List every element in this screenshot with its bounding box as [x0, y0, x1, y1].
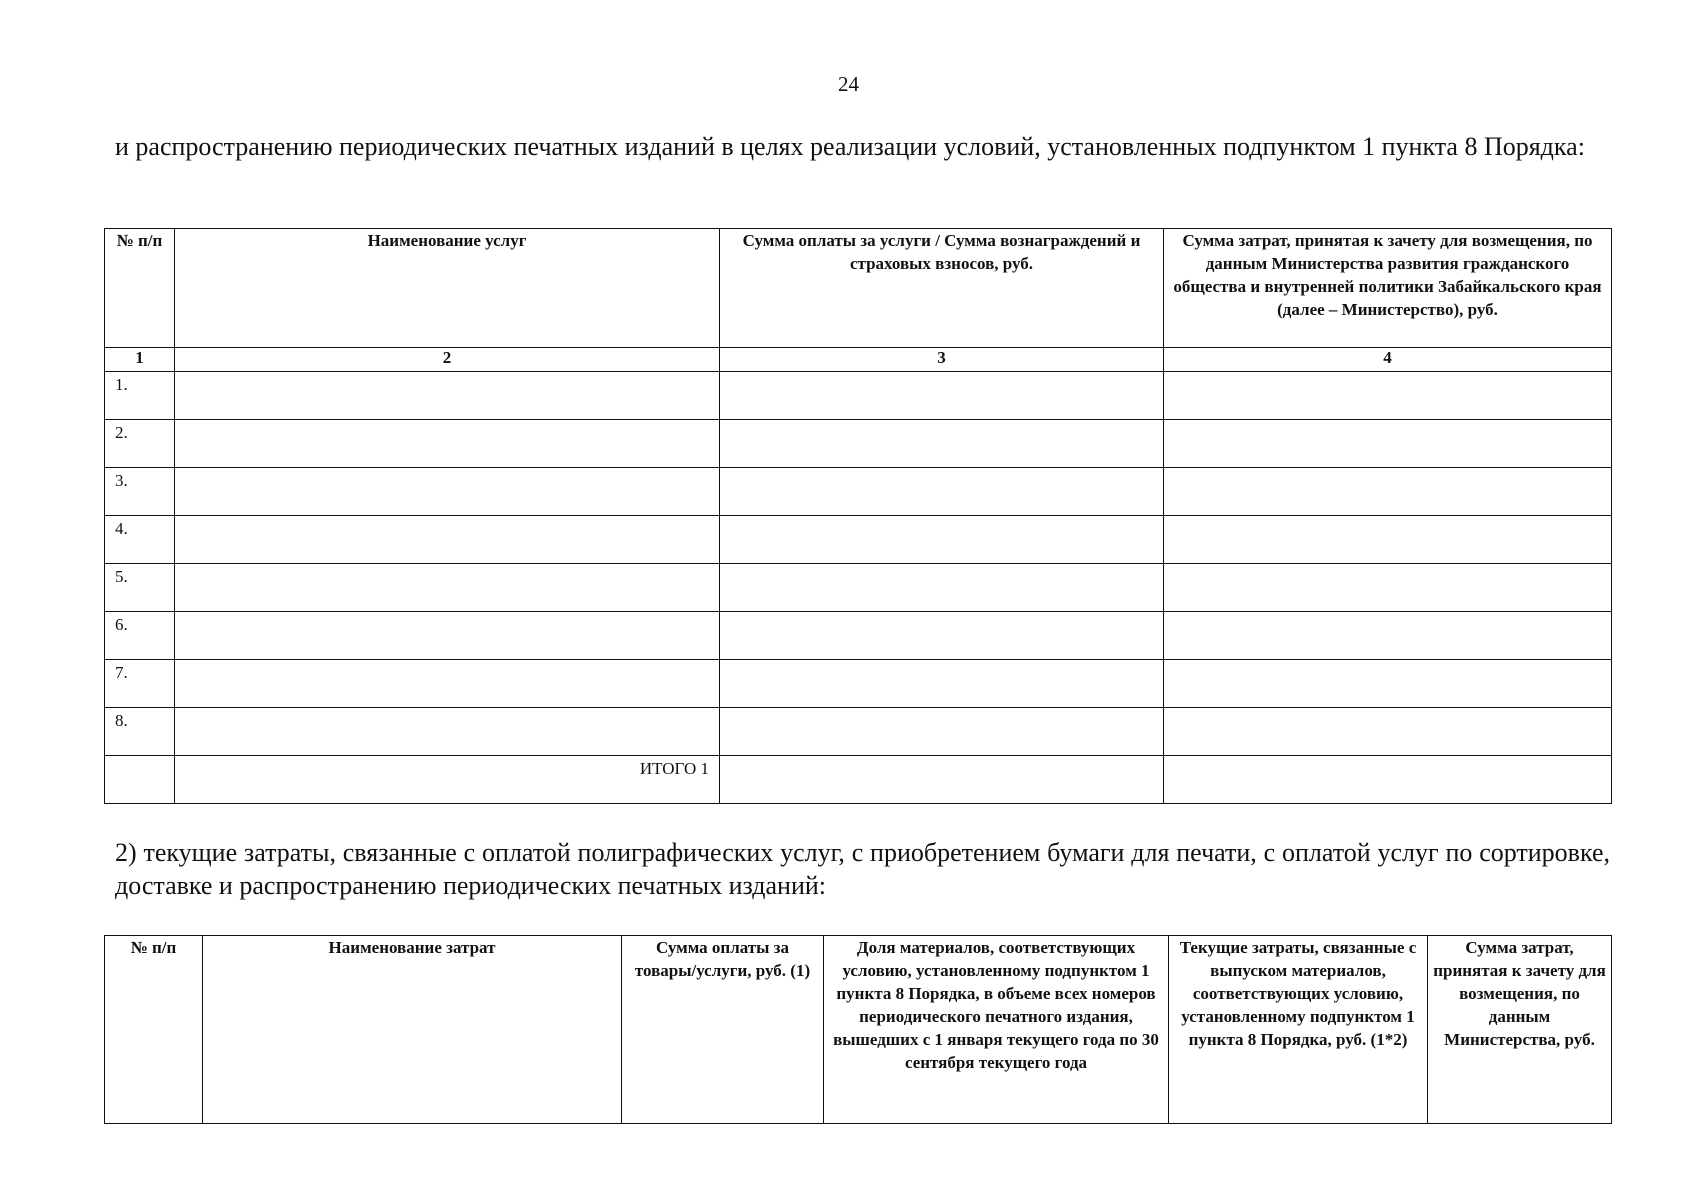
accepted-sum-cell — [1164, 708, 1612, 756]
header-payment-sum: Сумма оплаты за услуги / Сумма вознаграждений и страховых взносов, руб. — [720, 229, 1164, 348]
table-row — [105, 612, 1612, 660]
services-table — [104, 228, 1612, 804]
payment-sum-cell — [720, 372, 1164, 420]
service-name-cell — [175, 516, 720, 564]
current-costs-table — [104, 935, 1612, 1124]
table-row — [105, 708, 1612, 756]
table-row — [105, 468, 1612, 516]
accepted-sum-cell — [1164, 372, 1612, 420]
table-row — [105, 420, 1612, 468]
payment-sum-cell — [720, 420, 1164, 468]
service-name-cell — [175, 660, 720, 708]
table-header-row — [105, 936, 1612, 1124]
header-service-name: Наименование услуг — [175, 229, 720, 348]
payment-sum-cell — [720, 612, 1164, 660]
accepted-sum-cell — [1164, 564, 1612, 612]
row-number: 3. — [105, 468, 175, 516]
table-header-row — [105, 229, 1612, 348]
intro-paragraph: и распространению периодических печатных изданий в целях реализации условий, установленных подпунктом 1 пункта 8 Порядка: — [115, 132, 1585, 161]
service-name-cell — [175, 420, 720, 468]
total-label: ИТОГО 1 — [175, 756, 720, 804]
row-number: 1. — [105, 372, 175, 420]
service-name-cell — [175, 372, 720, 420]
header-row-number: № п/п — [105, 936, 203, 1124]
total-row-number-cell — [105, 756, 175, 804]
payment-sum-cell — [720, 708, 1164, 756]
header-payment-sum: Сумма оплаты за товары/услуги, руб. (1) — [622, 936, 824, 1124]
service-name-cell — [175, 612, 720, 660]
payment-sum-cell — [720, 468, 1164, 516]
row-number: 6. — [105, 612, 175, 660]
row-number: 4. — [105, 516, 175, 564]
accepted-sum-cell — [1164, 468, 1612, 516]
accepted-sum-cell — [1164, 420, 1612, 468]
payment-sum-cell — [720, 516, 1164, 564]
total-accepted-sum-cell — [1164, 756, 1612, 804]
accepted-sum-cell — [1164, 516, 1612, 564]
header-materials-share: Доля материалов, соответствующих условию, установленному подпунктом 1 пункта 8 Порядка, в объеме всех номеров периодического печатного издания, вышедших с 1 января текущего года по 30 сентября текущего года — [824, 936, 1169, 1124]
service-name-cell — [175, 468, 720, 516]
column-number: 1 — [105, 348, 175, 372]
header-accepted-sum: Сумма затрат, принятая к зачету для возмещения, по данным Министерства, руб. — [1428, 936, 1612, 1124]
current-costs-paragraph: 2) текущие затраты, связанные с оплатой полиграфических услуг, с приобретением бумаги для печати, с оплатой услуг по сортировке, доставке и распространению периодических печатных изданий: — [115, 838, 1610, 900]
table-row — [105, 372, 1612, 420]
row-number: 8. — [105, 708, 175, 756]
total-payment-sum-cell — [720, 756, 1164, 804]
header-row-number: № п/п — [105, 229, 175, 348]
column-number: 4 — [1164, 348, 1612, 372]
row-number: 7. — [105, 660, 175, 708]
column-number: 3 — [720, 348, 1164, 372]
service-name-cell — [175, 708, 720, 756]
column-number-row — [105, 348, 1612, 372]
total-row — [105, 756, 1612, 804]
payment-sum-cell — [720, 564, 1164, 612]
row-number: 5. — [105, 564, 175, 612]
header-current-costs: Текущие затраты, связанные с выпуском материалов, соответствующих условию, установленному подпунктом 1 пункта 8 Порядка, руб. (1*2) — [1169, 936, 1428, 1124]
header-accepted-sum: Сумма затрат, принятая к зачету для возмещения, по данным Министерства развития гражданского общества и внутренней политики Забайкальского края (далее – Министерство), руб. — [1164, 229, 1612, 348]
service-name-cell — [175, 564, 720, 612]
header-cost-name: Наименование затрат — [203, 936, 622, 1124]
row-number: 2. — [105, 420, 175, 468]
accepted-sum-cell — [1164, 612, 1612, 660]
column-number: 2 — [175, 348, 720, 372]
accepted-sum-cell — [1164, 660, 1612, 708]
table-row — [105, 660, 1612, 708]
payment-sum-cell — [720, 660, 1164, 708]
table-row — [105, 516, 1612, 564]
page-number: 24 — [838, 72, 859, 96]
table-row — [105, 564, 1612, 612]
